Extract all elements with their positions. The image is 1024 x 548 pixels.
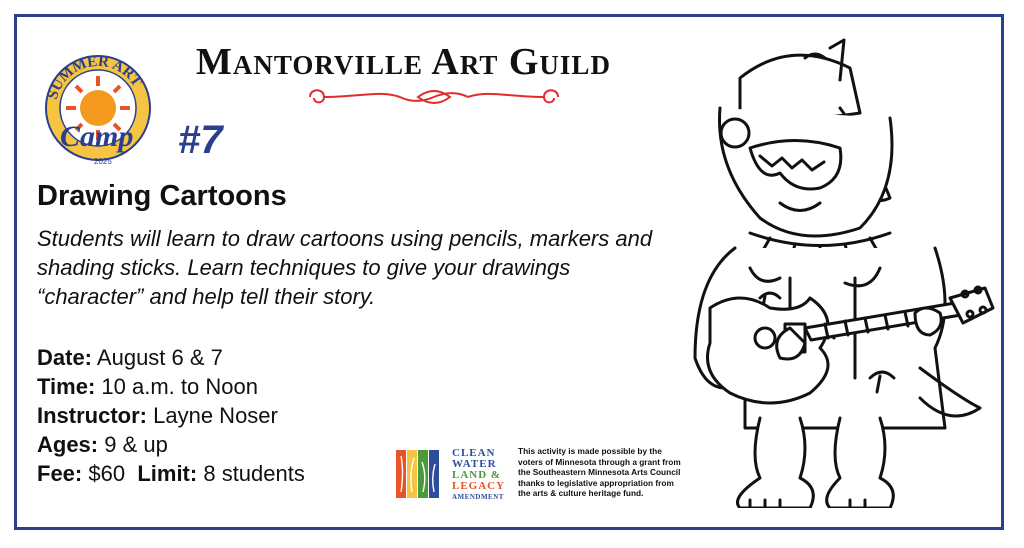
summer-art-camp-badge (38, 46, 168, 176)
fee-value: $60 (88, 461, 126, 486)
ages-label: Ages: (37, 432, 99, 457)
logo-line5: AMENDMENT (452, 493, 504, 501)
legacy-logo-text (452, 448, 505, 503)
fee-row (37, 459, 305, 488)
logo-line2: WATER (452, 458, 497, 470)
org-title: Mantorville Art Guild (196, 41, 611, 83)
instructor-value: Layne Noser (153, 403, 278, 428)
class-description: Students will learn to draw cartoons using pencils, markers and shading sticks. Learn techniques to give your drawings “character” and help tell their story. (37, 226, 653, 309)
time-value: 10 a.m. to Noon (101, 374, 258, 399)
badge-camp-word: Camp (60, 120, 134, 153)
funding-statement: This activity is made possible by the voters of Minnesota through a grant from the Southeastern Minnesota Arts Council thanks to legislative appropriation from the arts & culture heritage fund. (518, 446, 681, 498)
ages-row (37, 430, 305, 459)
camp-number: #7 (178, 118, 223, 162)
logo-line3: LAND & (452, 469, 502, 481)
time-label: Time: (37, 374, 96, 399)
logo-line1: CLEAN (452, 447, 496, 459)
badge-arc-text: SUMMER ART (45, 53, 145, 102)
limit-label: Limit: (137, 461, 198, 486)
instructor-row (37, 401, 305, 430)
logo-line4: LEGACY (452, 480, 506, 492)
ages-value: 9 & up (104, 432, 168, 457)
badge-year: 2025 (94, 157, 112, 166)
fee-label: Fee: (37, 461, 83, 486)
date-label: Date: (37, 345, 93, 370)
flourish-ornament (300, 84, 568, 110)
class-details (37, 343, 305, 488)
legacy-amendment-logo (396, 448, 450, 500)
class-title: Drawing Cartoons (37, 180, 287, 212)
date-value: August 6 & 7 (96, 345, 223, 370)
date-row (37, 343, 305, 372)
limit-value: 8 students (203, 461, 305, 486)
cartoon-dinosaur-guitar-illustration (680, 38, 1000, 508)
instructor-label: Instructor: (37, 403, 147, 428)
time-row (37, 372, 305, 401)
